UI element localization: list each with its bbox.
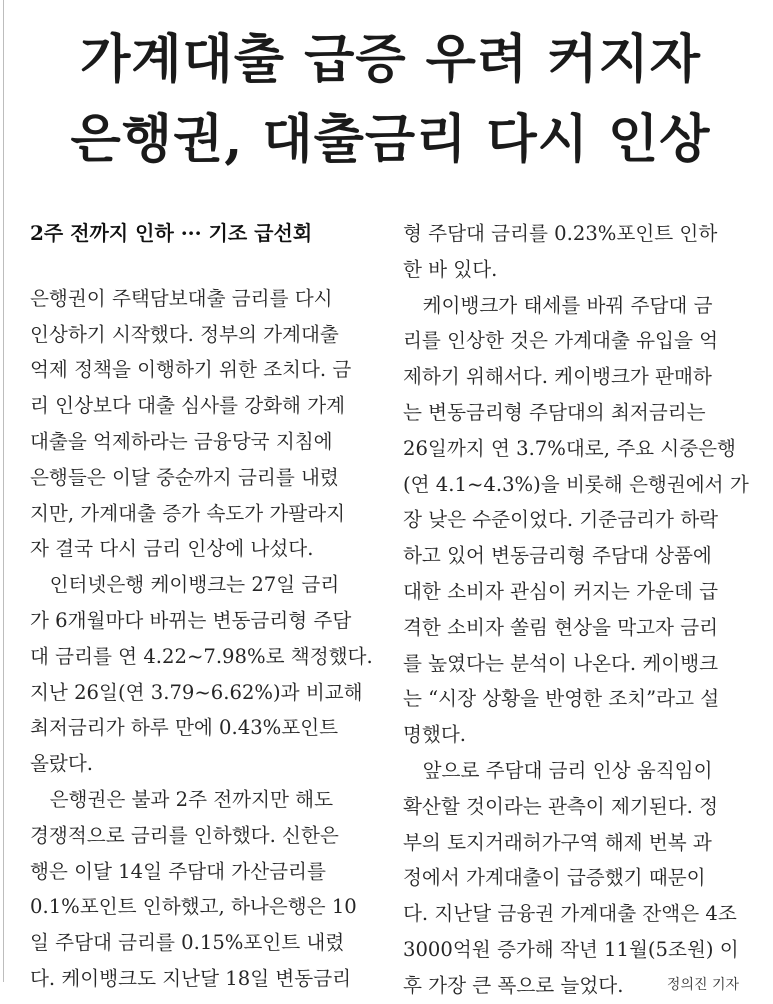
body-text-line: 하고 있어 변동금리형 주담대 상품에 [403,544,712,568]
body-text-line: 리를 인상한 것은 가계대출 유입을 억 [403,329,719,353]
headline-line-1: 가계대출 급증 우려 커지자 [80,29,701,90]
body-text-line: 다. 케이뱅크도 지난달 18일 변동금리 [30,966,352,990]
body-text-line: 행은 이달 14일 주담대 가산금리를 [30,859,326,883]
body-text-line: 경쟁적으로 금리를 인하했다. 신한은 [30,823,339,847]
body-text-line: 정에서 가계대출이 급증했기 때문이 [403,866,706,890]
body-text-line: 올랐다. [30,752,94,776]
headline-line-2: 은행권, 대출금리 다시 인상 [70,109,711,170]
right-column-body [403,216,749,968]
body-text-line: 지만, 가계대출 증가 속도가 가팔라지 [30,501,346,525]
body-text-line: 은행권은 불과 2주 전까지만 해도 [30,787,334,811]
body-text-line: 를 높였다는 분석이 나온다. 케이뱅크 [403,651,719,675]
body-text-line: 최저금리가 하루 만에 0.43%포인트 [30,716,339,740]
body-text-line: 인상하기 시작했다. 정부의 가계대출 [30,322,339,346]
subheadline-spacer [30,252,372,281]
body-text-line: 0.1%포인트 인하했고, 하나은행은 10 [30,895,357,919]
body-text-line: 격한 소비자 쏠림 현상을 막고자 금리 [403,615,719,639]
body-text-line: 3000억원 증가해 작년 11월(5조원) 이 [403,937,739,961]
body-text-line: 명했다. [403,723,467,747]
body-text-line: 다. 지난달 금융권 가계대출 잔액은 4조 [403,902,737,926]
closing-line [403,968,745,1004]
body-text-line: 은행권이 주택담보대출 금리를 다시 [30,286,333,310]
body-text-line: 26일까지 연 3.7%대로, 주요 시중은행 [403,436,736,460]
headline [8,20,773,180]
body-text-line: 앞으로 주담대 금리 인상 움직임이 [403,758,713,782]
body-text-line: 확산할 것이라는 관측이 제기된다. 정 [403,794,719,818]
body-text-line: 억제 정책을 이행하기 위한 조치다. 금 [30,358,352,382]
left-column-body [30,281,372,997]
body-text-line: 한 바 있다. [403,257,498,281]
body-text-line: 형 주담대 금리를 0.23%포인트 인하 [403,222,718,245]
body-text-line: 는 변동금리형 주담대의 최저금리는 [403,400,706,424]
body-text-line: 대한 소비자 관심이 커지는 가운데 급 [403,579,719,603]
body-text-line: 인터넷은행 케이뱅크는 27일 금리 [30,573,340,597]
body-text-line: 장 낮은 수준이었다. 기준금리가 하락 [403,508,719,532]
body-text-line: 부의 토지거래허가구역 해제 번복 과 [403,830,712,854]
body-text-line: 는 “시장 상황을 반영한 조치”라고 설 [403,687,720,711]
body-text-line: 자 결국 다시 금리 인상에 나섰다. [30,537,314,561]
body-text-line: 제하기 위해서다. 케이뱅크가 판매하 [403,365,712,389]
subheadline: 2주 전까지 인하 ··· 기조 급선회 [30,221,313,245]
body-text-line: 가 6개월마다 바뀌는 변동금리형 주담 [30,608,352,632]
body-text-line: 리 인상보다 대출 심사를 강화해 가계 [30,394,346,418]
body-text-line: 지난 26일(연 3.79~6.62%)과 비교해 [30,680,363,704]
byline: 정의진 기자 [666,976,739,993]
article-column-right [403,216,749,1004]
body-text-line: (연 4.1~4.3%)을 비롯해 은행권에서 가 [403,472,749,496]
body-text-line: 케이뱅크가 태세를 바꿔 주담대 금 [403,293,713,317]
page-border-rule [3,0,4,982]
body-text-line: 일 주담대 금리를 0.15%포인트 내렸 [30,931,345,955]
body-text-line: 은행들은 이달 중순까지 금리를 내렸 [30,465,339,489]
closing-text: 후 가장 큰 폭으로 늘었다. [403,973,624,997]
article-column-left [30,216,372,997]
body-text-line: 대 금리를 연 4.22~7.98%로 책정했다. [30,644,373,668]
body-text-line: 대출을 억제하라는 금융당국 지침에 [30,429,333,453]
